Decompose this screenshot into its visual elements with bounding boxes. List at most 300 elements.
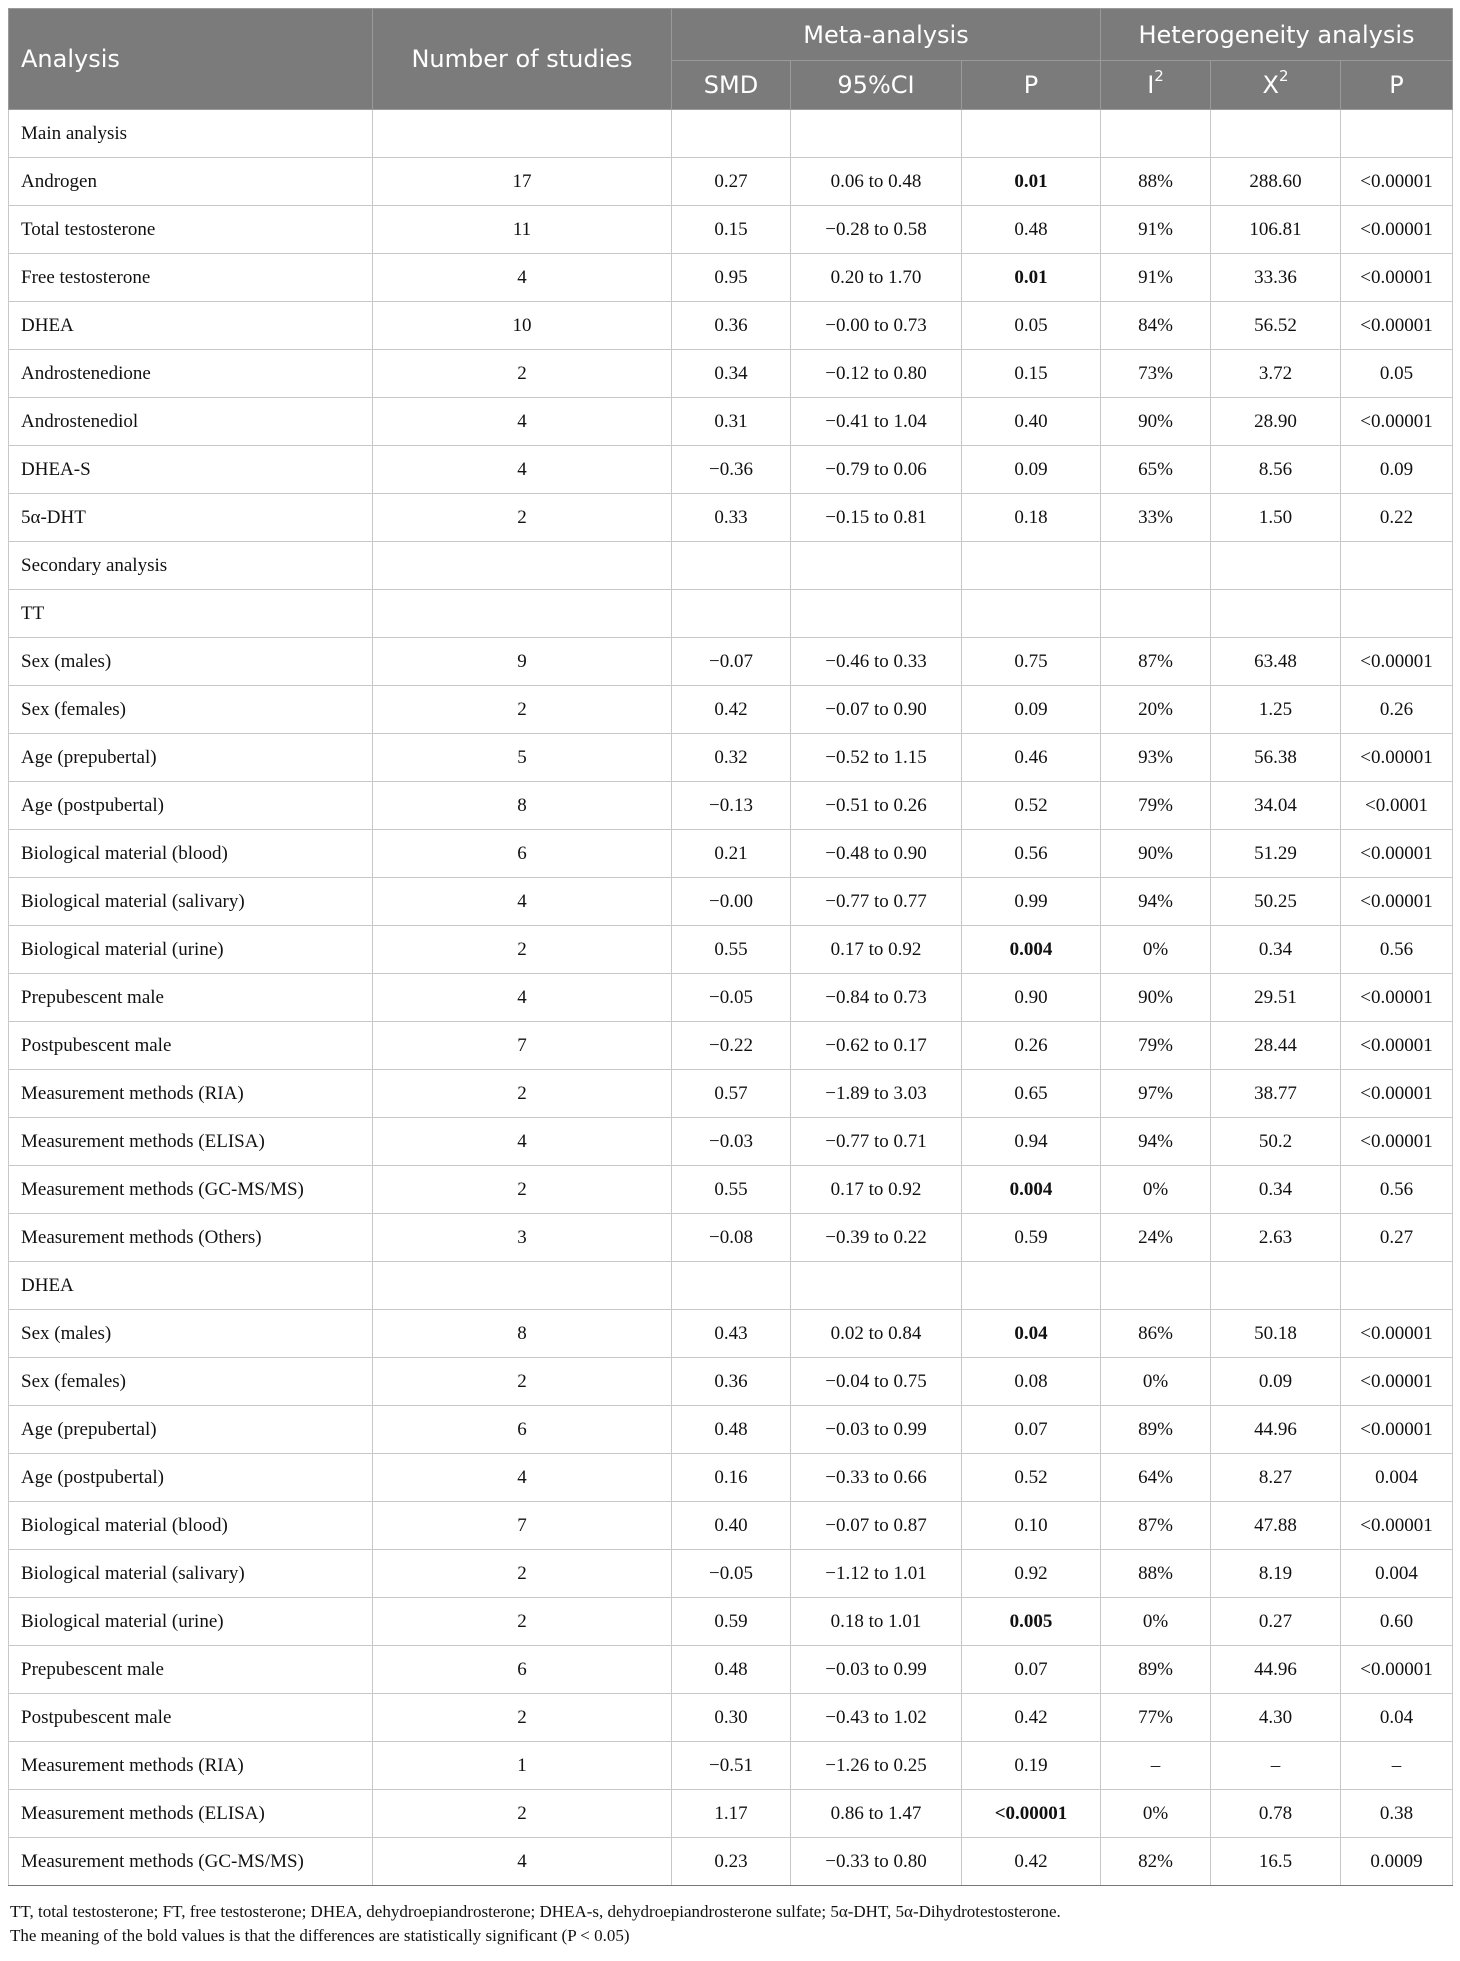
p-cell: 0.48 xyxy=(962,206,1101,254)
x2-cell xyxy=(1211,542,1341,590)
number-of-studies-cell: 4 xyxy=(373,446,672,494)
row-label: Total testosterone xyxy=(9,206,373,254)
heterogeneity-p-cell: <0.00001 xyxy=(1341,302,1453,350)
smd-cell xyxy=(672,1262,791,1310)
ci-cell: 0.06 to 0.48 xyxy=(791,158,962,206)
i2-cell: 91% xyxy=(1101,206,1211,254)
x2-cell: 1.25 xyxy=(1211,686,1341,734)
table-row xyxy=(9,398,1453,446)
table-row xyxy=(9,302,1453,350)
number-of-studies-cell: 10 xyxy=(373,302,672,350)
p-cell: 0.26 xyxy=(962,1022,1101,1070)
section-row xyxy=(9,1262,1453,1310)
heterogeneity-p-cell: – xyxy=(1341,1742,1453,1790)
heterogeneity-p-cell: 0.004 xyxy=(1341,1454,1453,1502)
x2-cell: 50.18 xyxy=(1211,1310,1341,1358)
heterogeneity-p-cell: <0.00001 xyxy=(1341,830,1453,878)
p-cell: 0.19 xyxy=(962,1742,1101,1790)
table-row xyxy=(9,926,1453,974)
table-row xyxy=(9,350,1453,398)
smd-cell: −0.05 xyxy=(672,1550,791,1598)
heterogeneity-p-cell: 0.0009 xyxy=(1341,1838,1453,1886)
ci-cell: −0.52 to 1.15 xyxy=(791,734,962,782)
heterogeneity-p-cell: <0.00001 xyxy=(1341,1070,1453,1118)
number-of-studies-cell: 8 xyxy=(373,1310,672,1358)
table-row xyxy=(9,734,1453,782)
heterogeneity-p-cell: 0.56 xyxy=(1341,926,1453,974)
i2-cell: 89% xyxy=(1101,1646,1211,1694)
smd-cell: −0.00 xyxy=(672,878,791,926)
p-cell: 0.04 xyxy=(962,1310,1101,1358)
heterogeneity-p-cell: 0.26 xyxy=(1341,686,1453,734)
p-cell: 0.004 xyxy=(962,926,1101,974)
p-cell: 0.10 xyxy=(962,1502,1101,1550)
heterogeneity-p-cell: <0.00001 xyxy=(1341,878,1453,926)
smd-cell: 0.23 xyxy=(672,1838,791,1886)
row-label: DHEA xyxy=(9,302,373,350)
ci-cell xyxy=(791,1262,962,1310)
x2-cell: 50.25 xyxy=(1211,878,1341,926)
p-cell xyxy=(962,110,1101,158)
x2-cell: 56.52 xyxy=(1211,302,1341,350)
number-of-studies-cell: 4 xyxy=(373,878,672,926)
ci-cell: 0.02 to 0.84 xyxy=(791,1310,962,1358)
table-row xyxy=(9,1454,1453,1502)
table-row xyxy=(9,1598,1453,1646)
i2-cell: 64% xyxy=(1101,1454,1211,1502)
table-row xyxy=(9,1502,1453,1550)
table-row xyxy=(9,1070,1453,1118)
table-row xyxy=(9,1214,1453,1262)
p-cell: 0.08 xyxy=(962,1358,1101,1406)
table-row xyxy=(9,1694,1453,1742)
heterogeneity-p-cell: <0.00001 xyxy=(1341,1646,1453,1694)
smd-cell: 0.55 xyxy=(672,1166,791,1214)
ci-cell: 0.18 to 1.01 xyxy=(791,1598,962,1646)
table-row xyxy=(9,1358,1453,1406)
smd-cell: −0.08 xyxy=(672,1214,791,1262)
p-cell: 0.92 xyxy=(962,1550,1101,1598)
footnote-bold-meaning: The meaning of the bold values is that the differences are statistically significant (P < 0.05) xyxy=(10,1926,630,1945)
x2-cell: 3.72 xyxy=(1211,350,1341,398)
x2-cell: 33.36 xyxy=(1211,254,1341,302)
ci-cell: −0.39 to 0.22 xyxy=(791,1214,962,1262)
p-cell: 0.18 xyxy=(962,494,1101,542)
x2-cell: 44.96 xyxy=(1211,1406,1341,1454)
ci-cell: −0.77 to 0.77 xyxy=(791,878,962,926)
ci-cell: −0.48 to 0.90 xyxy=(791,830,962,878)
smd-cell: 0.15 xyxy=(672,206,791,254)
header-heterogeneity-p: P xyxy=(1341,61,1453,110)
ci-cell xyxy=(791,590,962,638)
header-analysis: Analysis xyxy=(9,9,373,110)
p-cell: 0.52 xyxy=(962,1454,1101,1502)
i2-cell: 89% xyxy=(1101,1406,1211,1454)
ci-cell: 0.17 to 0.92 xyxy=(791,1166,962,1214)
heterogeneity-p-cell: 0.004 xyxy=(1341,1550,1453,1598)
ci-cell: −0.51 to 0.26 xyxy=(791,782,962,830)
heterogeneity-p-cell: <0.00001 xyxy=(1341,1310,1453,1358)
i2-cell: 73% xyxy=(1101,350,1211,398)
table-row xyxy=(9,1646,1453,1694)
table-row xyxy=(9,1118,1453,1166)
ci-cell: −0.62 to 0.17 xyxy=(791,1022,962,1070)
smd-cell: −0.05 xyxy=(672,974,791,1022)
number-of-studies-cell: 2 xyxy=(373,926,672,974)
number-of-studies-cell: 8 xyxy=(373,782,672,830)
table-row xyxy=(9,1406,1453,1454)
table-row xyxy=(9,446,1453,494)
p-cell: 0.01 xyxy=(962,254,1101,302)
smd-cell: 0.34 xyxy=(672,350,791,398)
header-ci: 95%CI xyxy=(791,61,962,110)
x2-cell: 0.78 xyxy=(1211,1790,1341,1838)
p-cell: 0.46 xyxy=(962,734,1101,782)
row-label: DHEA xyxy=(9,1262,373,1310)
i2-cell: – xyxy=(1101,1742,1211,1790)
x2-cell xyxy=(1211,590,1341,638)
heterogeneity-p-cell: 0.05 xyxy=(1341,350,1453,398)
number-of-studies-cell: 9 xyxy=(373,638,672,686)
ci-cell: −0.00 to 0.73 xyxy=(791,302,962,350)
table-row xyxy=(9,974,1453,1022)
i2-cell xyxy=(1101,1262,1211,1310)
table-row xyxy=(9,1838,1453,1886)
number-of-studies-cell: 5 xyxy=(373,734,672,782)
p-cell: 0.07 xyxy=(962,1406,1101,1454)
section-row xyxy=(9,542,1453,590)
number-of-studies-cell: 4 xyxy=(373,1838,672,1886)
ci-cell: −0.46 to 0.33 xyxy=(791,638,962,686)
row-label: Biological material (urine) xyxy=(9,926,373,974)
smd-cell: −0.03 xyxy=(672,1118,791,1166)
p-cell: 0.40 xyxy=(962,398,1101,446)
x2-cell: 56.38 xyxy=(1211,734,1341,782)
number-of-studies-cell: 2 xyxy=(373,1358,672,1406)
header-p: P xyxy=(962,61,1101,110)
table-row xyxy=(9,878,1453,926)
header-row-1 xyxy=(9,9,1453,61)
p-cell: 0.75 xyxy=(962,638,1101,686)
ci-cell: −0.77 to 0.71 xyxy=(791,1118,962,1166)
p-cell: 0.09 xyxy=(962,446,1101,494)
ci-cell: −0.04 to 0.75 xyxy=(791,1358,962,1406)
section-row xyxy=(9,110,1453,158)
table-body xyxy=(9,110,1453,1886)
x2-cell: 8.27 xyxy=(1211,1454,1341,1502)
ci-cell: −0.07 to 0.90 xyxy=(791,686,962,734)
footnote-abbreviations: TT, total testosterone; FT, free testosterone; DHEA, dehydroepiandrosterone; DHEA-s, dehydroepiandrosterone sulfate; 5α-DHT, 5α-Dihydrotestosterone. xyxy=(10,1902,1061,1921)
number-of-studies-cell xyxy=(373,590,672,638)
smd-cell: 0.27 xyxy=(672,158,791,206)
smd-cell: 0.16 xyxy=(672,1454,791,1502)
p-cell: 0.59 xyxy=(962,1214,1101,1262)
smd-cell: 1.17 xyxy=(672,1790,791,1838)
smd-cell: 0.42 xyxy=(672,686,791,734)
ci-cell: −0.33 to 0.80 xyxy=(791,1838,962,1886)
row-label: Age (postpubertal) xyxy=(9,1454,373,1502)
table-row xyxy=(9,1022,1453,1070)
heterogeneity-p-cell xyxy=(1341,110,1453,158)
number-of-studies-cell: 2 xyxy=(373,1790,672,1838)
ci-cell: 0.20 to 1.70 xyxy=(791,254,962,302)
row-label: Age (prepubertal) xyxy=(9,734,373,782)
row-label: Postpubescent male xyxy=(9,1694,373,1742)
ci-cell: 0.17 to 0.92 xyxy=(791,926,962,974)
row-label: Prepubescent male xyxy=(9,1646,373,1694)
i2-cell: 88% xyxy=(1101,158,1211,206)
row-label: Measurement methods (GC-MS/MS) xyxy=(9,1166,373,1214)
i2-cell: 93% xyxy=(1101,734,1211,782)
number-of-studies-cell: 2 xyxy=(373,1694,672,1742)
x2-cell: 34.04 xyxy=(1211,782,1341,830)
ci-cell: −0.28 to 0.58 xyxy=(791,206,962,254)
smd-cell: 0.57 xyxy=(672,1070,791,1118)
heterogeneity-p-cell: <0.0001 xyxy=(1341,782,1453,830)
number-of-studies-cell xyxy=(373,1262,672,1310)
heterogeneity-p-cell: <0.00001 xyxy=(1341,638,1453,686)
ci-cell: −1.12 to 1.01 xyxy=(791,1550,962,1598)
row-label: Biological material (blood) xyxy=(9,1502,373,1550)
heterogeneity-p-cell: <0.00001 xyxy=(1341,974,1453,1022)
smd-cell: 0.95 xyxy=(672,254,791,302)
table-row xyxy=(9,254,1453,302)
row-label: Sex (males) xyxy=(9,638,373,686)
x2-cell: 47.88 xyxy=(1211,1502,1341,1550)
row-label: Sex (females) xyxy=(9,1358,373,1406)
smd-cell: 0.33 xyxy=(672,494,791,542)
row-label: Measurement methods (Others) xyxy=(9,1214,373,1262)
ci-cell: −0.15 to 0.81 xyxy=(791,494,962,542)
row-label: Androstenedione xyxy=(9,350,373,398)
smd-cell: 0.48 xyxy=(672,1646,791,1694)
x2-base: X xyxy=(1262,71,1279,99)
p-cell: 0.56 xyxy=(962,830,1101,878)
number-of-studies-cell: 7 xyxy=(373,1022,672,1070)
i2-cell: 24% xyxy=(1101,1214,1211,1262)
i2-cell: 0% xyxy=(1101,1790,1211,1838)
i2-cell: 84% xyxy=(1101,302,1211,350)
number-of-studies-cell: 6 xyxy=(373,1406,672,1454)
p-cell: 0.09 xyxy=(962,686,1101,734)
ci-cell: −0.12 to 0.80 xyxy=(791,350,962,398)
i2-cell: 90% xyxy=(1101,974,1211,1022)
x2-cell: 29.51 xyxy=(1211,974,1341,1022)
i2-cell: 79% xyxy=(1101,1022,1211,1070)
ci-cell: −0.43 to 1.02 xyxy=(791,1694,962,1742)
x2-cell: – xyxy=(1211,1742,1341,1790)
heterogeneity-p-cell: <0.00001 xyxy=(1341,158,1453,206)
row-label: Prepubescent male xyxy=(9,974,373,1022)
table-row xyxy=(9,206,1453,254)
p-cell: 0.01 xyxy=(962,158,1101,206)
i2-cell xyxy=(1101,110,1211,158)
smd-cell: 0.40 xyxy=(672,1502,791,1550)
x2-cell: 8.19 xyxy=(1211,1550,1341,1598)
row-label: Measurement methods (GC-MS/MS) xyxy=(9,1838,373,1886)
x2-cell: 0.27 xyxy=(1211,1598,1341,1646)
row-label: DHEA-S xyxy=(9,446,373,494)
number-of-studies-cell: 2 xyxy=(373,350,672,398)
i2-cell: 0% xyxy=(1101,926,1211,974)
smd-cell: 0.36 xyxy=(672,1358,791,1406)
heterogeneity-p-cell: <0.00001 xyxy=(1341,1358,1453,1406)
row-label: Biological material (salivary) xyxy=(9,1550,373,1598)
header-meta-analysis: Meta-analysis xyxy=(672,9,1101,61)
table-row xyxy=(9,158,1453,206)
table-row xyxy=(9,494,1453,542)
smd-cell xyxy=(672,110,791,158)
header-heterogeneity-analysis: Heterogeneity analysis xyxy=(1101,9,1453,61)
i2-cell: 88% xyxy=(1101,1550,1211,1598)
heterogeneity-p-cell: <0.00001 xyxy=(1341,734,1453,782)
row-label: Sex (females) xyxy=(9,686,373,734)
p-cell xyxy=(962,590,1101,638)
number-of-studies-cell: 4 xyxy=(373,1454,672,1502)
number-of-studies-cell: 2 xyxy=(373,1070,672,1118)
header-smd: SMD xyxy=(672,61,791,110)
x2-cell: 50.2 xyxy=(1211,1118,1341,1166)
i2-cell: 87% xyxy=(1101,638,1211,686)
ci-cell: −0.79 to 0.06 xyxy=(791,446,962,494)
i2-cell: 87% xyxy=(1101,1502,1211,1550)
row-label: TT xyxy=(9,590,373,638)
table-row xyxy=(9,1166,1453,1214)
row-label: Androstenediol xyxy=(9,398,373,446)
number-of-studies-cell: 1 xyxy=(373,1742,672,1790)
smd-cell: −0.07 xyxy=(672,638,791,686)
row-label: Measurement methods (ELISA) xyxy=(9,1790,373,1838)
x2-cell: 288.60 xyxy=(1211,158,1341,206)
ci-cell: −0.03 to 0.99 xyxy=(791,1646,962,1694)
i2-cell: 90% xyxy=(1101,398,1211,446)
smd-cell: −0.36 xyxy=(672,446,791,494)
p-cell: 0.99 xyxy=(962,878,1101,926)
number-of-studies-cell: 6 xyxy=(373,1646,672,1694)
heterogeneity-p-cell: 0.56 xyxy=(1341,1166,1453,1214)
heterogeneity-p-cell: <0.00001 xyxy=(1341,206,1453,254)
x2-cell: 2.63 xyxy=(1211,1214,1341,1262)
smd-cell: 0.21 xyxy=(672,830,791,878)
row-label: 5α-DHT xyxy=(9,494,373,542)
p-cell: 0.42 xyxy=(962,1694,1101,1742)
x2-cell: 51.29 xyxy=(1211,830,1341,878)
row-label: Measurement methods (ELISA) xyxy=(9,1118,373,1166)
heterogeneity-p-cell: 0.60 xyxy=(1341,1598,1453,1646)
smd-cell: 0.30 xyxy=(672,1694,791,1742)
p-cell: 0.94 xyxy=(962,1118,1101,1166)
table-row xyxy=(9,1742,1453,1790)
i2-cell: 0% xyxy=(1101,1598,1211,1646)
p-cell: 0.15 xyxy=(962,350,1101,398)
number-of-studies-cell: 4 xyxy=(373,398,672,446)
number-of-studies-cell xyxy=(373,542,672,590)
x2-cell: 38.77 xyxy=(1211,1070,1341,1118)
row-label: Sex (males) xyxy=(9,1310,373,1358)
i2-cell: 97% xyxy=(1101,1070,1211,1118)
table-row xyxy=(9,830,1453,878)
ci-cell: −0.33 to 0.66 xyxy=(791,1454,962,1502)
row-label: Age (prepubertal) xyxy=(9,1406,373,1454)
ci-cell: −0.07 to 0.87 xyxy=(791,1502,962,1550)
number-of-studies-cell: 4 xyxy=(373,1118,672,1166)
number-of-studies-cell: 2 xyxy=(373,1166,672,1214)
number-of-studies-cell xyxy=(373,110,672,158)
p-cell xyxy=(962,1262,1101,1310)
number-of-studies-cell: 2 xyxy=(373,1598,672,1646)
header-x2 xyxy=(1211,61,1341,110)
smd-cell xyxy=(672,590,791,638)
ci-cell: −1.26 to 0.25 xyxy=(791,1742,962,1790)
ci-cell: −0.84 to 0.73 xyxy=(791,974,962,1022)
heterogeneity-p-cell: <0.00001 xyxy=(1341,1022,1453,1070)
number-of-studies-cell: 6 xyxy=(373,830,672,878)
smd-cell: 0.48 xyxy=(672,1406,791,1454)
heterogeneity-p-cell xyxy=(1341,542,1453,590)
p-cell: 0.05 xyxy=(962,302,1101,350)
x2-cell: 8.56 xyxy=(1211,446,1341,494)
row-label: Biological material (salivary) xyxy=(9,878,373,926)
i2-cell: 91% xyxy=(1101,254,1211,302)
header-i2 xyxy=(1101,61,1211,110)
smd-cell: 0.43 xyxy=(672,1310,791,1358)
table-container xyxy=(8,8,1452,1948)
i2-cell: 94% xyxy=(1101,1118,1211,1166)
x2-cell: 63.48 xyxy=(1211,638,1341,686)
x2-cell: 28.44 xyxy=(1211,1022,1341,1070)
x2-cell: 28.90 xyxy=(1211,398,1341,446)
i2-cell: 79% xyxy=(1101,782,1211,830)
ci-cell: −0.03 to 0.99 xyxy=(791,1406,962,1454)
table-row xyxy=(9,638,1453,686)
number-of-studies-cell: 7 xyxy=(373,1502,672,1550)
smd-cell: 0.55 xyxy=(672,926,791,974)
p-cell: 0.52 xyxy=(962,782,1101,830)
heterogeneity-p-cell: <0.00001 xyxy=(1341,1118,1453,1166)
x2-cell: 44.96 xyxy=(1211,1646,1341,1694)
smd-cell: −0.22 xyxy=(672,1022,791,1070)
number-of-studies-cell: 4 xyxy=(373,254,672,302)
heterogeneity-p-cell: <0.00001 xyxy=(1341,1502,1453,1550)
i2-cell xyxy=(1101,542,1211,590)
smd-cell xyxy=(672,542,791,590)
i2-cell: 94% xyxy=(1101,878,1211,926)
ci-cell: 0.86 to 1.47 xyxy=(791,1790,962,1838)
p-cell: 0.90 xyxy=(962,974,1101,1022)
heterogeneity-p-cell: 0.09 xyxy=(1341,446,1453,494)
row-label: Biological material (blood) xyxy=(9,830,373,878)
heterogeneity-p-cell: <0.00001 xyxy=(1341,1406,1453,1454)
table-row xyxy=(9,782,1453,830)
number-of-studies-cell: 2 xyxy=(373,1550,672,1598)
x2-cell xyxy=(1211,110,1341,158)
table-row xyxy=(9,1550,1453,1598)
i2-cell: 82% xyxy=(1101,1838,1211,1886)
ci-cell: −1.89 to 3.03 xyxy=(791,1070,962,1118)
heterogeneity-p-cell: <0.00001 xyxy=(1341,398,1453,446)
table-row xyxy=(9,1310,1453,1358)
row-label: Postpubescent male xyxy=(9,1022,373,1070)
x2-cell: 4.30 xyxy=(1211,1694,1341,1742)
ci-cell xyxy=(791,110,962,158)
heterogeneity-p-cell xyxy=(1341,590,1453,638)
heterogeneity-p-cell: 0.38 xyxy=(1341,1790,1453,1838)
number-of-studies-cell: 2 xyxy=(373,494,672,542)
x2-cell: 106.81 xyxy=(1211,206,1341,254)
heterogeneity-p-cell: <0.00001 xyxy=(1341,254,1453,302)
table-footnotes xyxy=(8,1900,1452,1948)
table-row xyxy=(9,1790,1453,1838)
